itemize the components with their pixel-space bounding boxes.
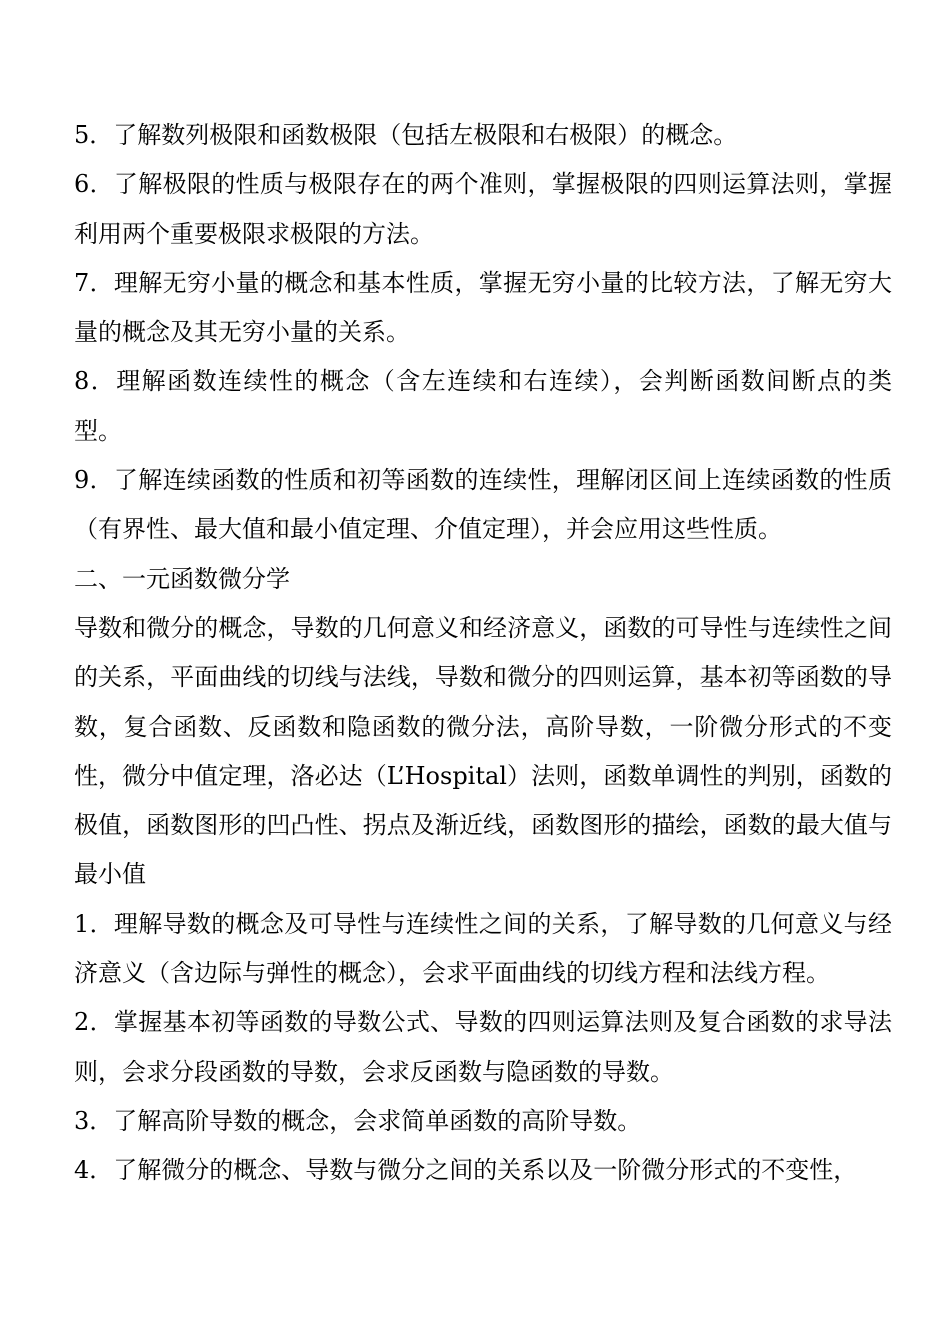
paragraph-item-4: 4．了解微分的概念、导数与微分之间的关系以及一阶微分形式的不变性， xyxy=(74,1156,858,1185)
section-heading-differential-calculus: 二、一元函数微分学 xyxy=(74,564,290,593)
paragraph-item-2: 2．掌握基本初等函数的导数公式、导数的四则运算法则及复合函数的求导法则，会求分段函数的导数，会求反函数与隐函数的导数。 xyxy=(74,1008,892,1086)
paragraph-item-5: 5．了解数列极限和函数极限（包括左极限和右极限）的概念。 xyxy=(74,121,738,149)
paragraph-item-7: 7．理解无穷小量的概念和基本性质，掌握无穷小量的比较方法，了解无穷大量的概念及其无穷小量的关系。 xyxy=(74,268,892,347)
paragraph-item-6: 6．了解极限的性质与极限存在的两个准则，掌握极限的四则运算法则，掌握利用两个重要极限求极限的方法。 xyxy=(74,170,892,248)
paragraph-item-3: 3．了解高阶导数的概念，会求简单函数的高阶导数。 xyxy=(74,1106,642,1135)
section-topics-paragraph: 导数和微分的概念，导数的几何意义和经济意义，函数的可导性与连续性之间的关系，平面曲线的切线与法线，导数和微分的四则运算，基本初等函数的导数，复合函数、反函数和隐函数的微分法，高阶导数，一阶微分形式的不变性，微分中值定理，洛必达（L’Hospital）法则，函数单调性的判别，函数的极值，函数图形的凹凸性、拐点及渐近线，函数图形的描绘，函数的最大值与最小值 xyxy=(74,613,892,889)
paragraph-item-1: 1．理解导数的概念及可导性与连续性之间的关系，了解导数的几何意义与经济意义（含边际与弹性的概念），会求平面曲线的切线方程和法线方程。 xyxy=(74,909,892,988)
document-page xyxy=(74,111,892,1196)
paragraph-item-8: 8．理解函数连续性的概念（含左连续和右连续），会判断函数间断点的类型。 xyxy=(74,367,892,445)
paragraph-item-9: 9．了解连续函数的性质和初等函数的连续性，理解闭区间上连续函数的性质（有界性、最大值和最小值定理、介值定理），并会应用这些性质。 xyxy=(74,466,892,544)
